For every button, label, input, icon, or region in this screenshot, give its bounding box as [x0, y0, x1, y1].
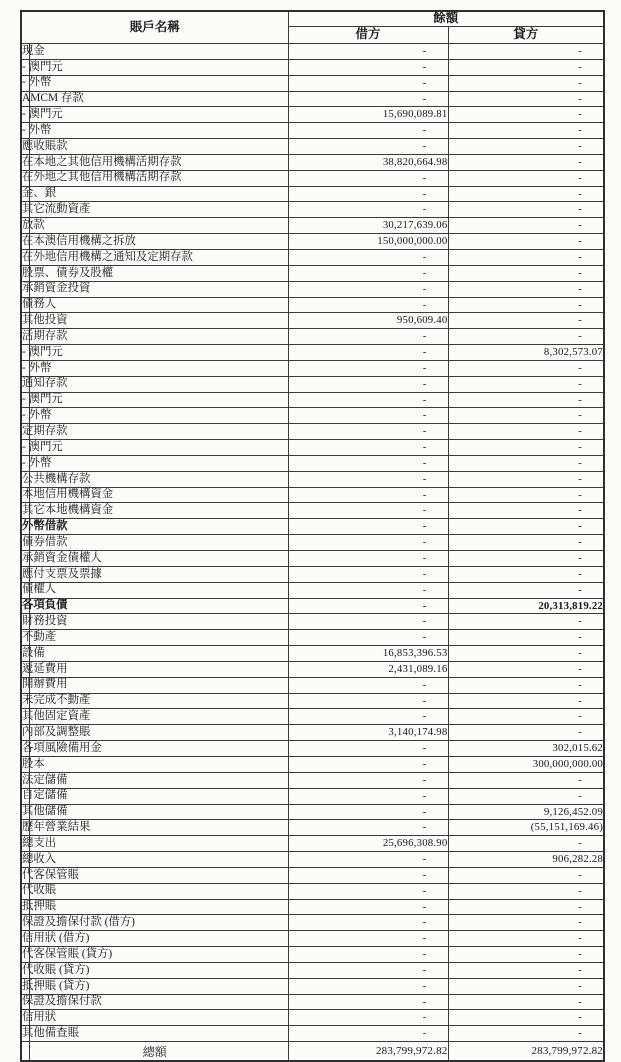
account-name-cell: 在外地之其他信用機構活期存款 — [21, 170, 288, 186]
credit-cell: - — [448, 297, 604, 313]
account-name-cell: 財務投資 — [21, 614, 288, 630]
debit-cell: - — [288, 408, 448, 424]
account-name-cell: 在本澳信用機構之拆放 — [21, 234, 288, 250]
table-row — [21, 551, 604, 567]
account-name-cell: 放款 — [21, 218, 288, 234]
account-name-cell: - 澳門元 — [21, 345, 288, 361]
credit-cell: - — [448, 994, 604, 1010]
table-row — [21, 218, 604, 234]
debit-cell: - — [288, 772, 448, 788]
debit-cell: 25,696,308.90 — [288, 836, 448, 852]
debit-cell: - — [288, 186, 448, 202]
debit-cell: - — [288, 360, 448, 376]
credit-cell: - — [448, 44, 604, 60]
account-name-cell: 債務人 — [21, 297, 288, 313]
credit-cell: - — [448, 59, 604, 75]
trial-balance-table — [20, 10, 605, 1062]
credit-cell: 9,126,452.09 — [448, 804, 604, 820]
debit-cell: - — [288, 899, 448, 915]
table-row — [21, 883, 604, 899]
account-name-cell: - 澳門元 — [21, 59, 288, 75]
account-name-cell: 應收賬款 — [21, 139, 288, 155]
debit-header: 借方 — [288, 27, 448, 44]
debit-cell: - — [288, 392, 448, 408]
debit-cell: - — [288, 503, 448, 519]
account-name-cell: 定期存款 — [21, 424, 288, 440]
credit-cell: - — [448, 614, 604, 630]
debit-cell: - — [288, 978, 448, 994]
credit-cell: 302,015.62 — [448, 741, 604, 757]
table-row — [21, 329, 604, 345]
account-name-cell: 其它流動資產 — [21, 202, 288, 218]
credit-cell: 8,302,573.07 — [448, 345, 604, 361]
credit-cell: - — [448, 281, 604, 297]
credit-cell: - — [448, 75, 604, 91]
account-name-cell: 法定儲備 — [21, 772, 288, 788]
credit-cell: - — [448, 313, 604, 329]
table-row — [21, 202, 604, 218]
table-row — [21, 677, 604, 693]
account-name-cell: 其他投資 — [21, 313, 288, 329]
table-row — [21, 931, 604, 947]
table-row — [21, 630, 604, 646]
table-row — [21, 345, 604, 361]
debit-cell: - — [288, 202, 448, 218]
credit-cell: - — [448, 788, 604, 804]
table-row — [21, 234, 604, 250]
credit-cell: - — [448, 455, 604, 471]
account-name-header: 賬戶名稱 — [21, 11, 288, 44]
debit-cell: - — [288, 867, 448, 883]
table-row — [21, 408, 604, 424]
debit-cell: 16,853,396.53 — [288, 646, 448, 662]
credit-cell: - — [448, 503, 604, 519]
account-name-cell: 開辦費用 — [21, 677, 288, 693]
debit-cell: 150,000,000.00 — [288, 234, 448, 250]
credit-cell: - — [448, 519, 604, 535]
debit-cell: - — [288, 614, 448, 630]
credit-cell: - — [448, 899, 604, 915]
debit-cell: - — [288, 297, 448, 313]
table-row — [21, 154, 604, 170]
debit-cell: - — [288, 123, 448, 139]
account-name-cell: 代客保管賬 (貸方) — [21, 947, 288, 963]
debit-cell: - — [288, 535, 448, 551]
credit-cell: - — [448, 424, 604, 440]
account-name-cell: 抵押賬 (貸方) — [21, 978, 288, 994]
table-row — [21, 313, 604, 329]
balance-header: 餘額 — [288, 11, 604, 27]
account-name-cell: 在外地信用機構之通知及定期存款 — [21, 249, 288, 265]
debit-cell: - — [288, 170, 448, 186]
table-row — [21, 852, 604, 868]
account-name-cell: - 澳門元 — [21, 440, 288, 456]
account-name-cell: 債券借款 — [21, 535, 288, 551]
credit-cell: 300,000,000.00 — [448, 756, 604, 772]
debit-cell: - — [288, 265, 448, 281]
table-row — [21, 772, 604, 788]
table-row — [21, 249, 604, 265]
credit-cell: 20,313,819.22 — [448, 598, 604, 614]
account-name-cell: 通知存款 — [21, 376, 288, 392]
table-row — [21, 487, 604, 503]
credit-cell: - — [448, 630, 604, 646]
credit-cell: - — [448, 154, 604, 170]
credit-cell: - — [448, 123, 604, 139]
account-name-cell: 承銷資金投資 — [21, 281, 288, 297]
account-name-cell: 未完成不動產 — [21, 693, 288, 709]
table-row — [21, 519, 604, 535]
table-row — [21, 535, 604, 551]
credit-cell: - — [448, 471, 604, 487]
credit-cell: - — [448, 392, 604, 408]
account-name-cell: 內部及調整賬 — [21, 725, 288, 741]
account-name-cell: 總支出 — [21, 836, 288, 852]
table-footer — [21, 1042, 604, 1062]
credit-cell: - — [448, 1010, 604, 1026]
debit-cell: - — [288, 519, 448, 535]
credit-cell: - — [448, 234, 604, 250]
table-row — [21, 1026, 604, 1042]
account-name-cell: 各項風險備用金 — [21, 741, 288, 757]
credit-cell: - — [448, 772, 604, 788]
table-row — [21, 91, 604, 107]
table-row — [21, 962, 604, 978]
table-row — [21, 566, 604, 582]
account-name-cell: AMCM 存款 — [21, 91, 288, 107]
table-body — [21, 44, 604, 1042]
account-name-cell: - 外幣 — [21, 455, 288, 471]
debit-cell: 2,431,089.16 — [288, 661, 448, 677]
debit-cell: - — [288, 931, 448, 947]
credit-cell: - — [448, 551, 604, 567]
account-name-cell: 抵押賬 — [21, 899, 288, 915]
debit-cell: - — [288, 249, 448, 265]
debit-cell: - — [288, 994, 448, 1010]
table-row — [21, 170, 604, 186]
table-row — [21, 867, 604, 883]
debit-cell: - — [288, 693, 448, 709]
credit-cell: - — [448, 376, 604, 392]
debit-cell: - — [288, 471, 448, 487]
total-row — [21, 1042, 604, 1062]
account-name-cell: 應付支票及票據 — [21, 566, 288, 582]
table-row — [21, 899, 604, 915]
credit-cell: - — [448, 91, 604, 107]
debit-cell: - — [288, 376, 448, 392]
table-row — [21, 582, 604, 598]
debit-cell: 30,217,639.06 — [288, 218, 448, 234]
table-row — [21, 788, 604, 804]
table-row — [21, 376, 604, 392]
account-name-cell: 各項負債 — [21, 598, 288, 614]
account-name-cell: 金、銀 — [21, 186, 288, 202]
credit-cell: - — [448, 947, 604, 963]
account-name-cell: 其他備查賬 — [21, 1026, 288, 1042]
debit-cell: - — [288, 962, 448, 978]
table-row — [21, 709, 604, 725]
account-name-cell: - 外幣 — [21, 408, 288, 424]
account-name-cell: 代收賬 — [21, 883, 288, 899]
account-name-cell: 活期存款 — [21, 329, 288, 345]
table-header — [21, 11, 604, 44]
total-label: 總額 — [21, 1042, 288, 1062]
credit-cell: - — [448, 202, 604, 218]
credit-cell: - — [448, 883, 604, 899]
account-name-cell: 自定儲備 — [21, 788, 288, 804]
account-name-cell: 保證及擔保付款 — [21, 994, 288, 1010]
table-row — [21, 75, 604, 91]
account-name-cell: 在本地之其他信用機構活期存款 — [21, 154, 288, 170]
table-row — [21, 139, 604, 155]
credit-cell: - — [448, 408, 604, 424]
table-row — [21, 107, 604, 123]
debit-cell: - — [288, 455, 448, 471]
debit-cell: 3,140,174.98 — [288, 725, 448, 741]
credit-cell: - — [448, 693, 604, 709]
table-row — [21, 265, 604, 281]
debit-cell: - — [288, 59, 448, 75]
credit-cell: - — [448, 962, 604, 978]
table-row — [21, 820, 604, 836]
credit-cell: - — [448, 440, 604, 456]
account-name-cell: - 澳門元 — [21, 107, 288, 123]
credit-cell: - — [448, 978, 604, 994]
account-name-cell: 總收入 — [21, 852, 288, 868]
debit-cell: - — [288, 91, 448, 107]
table-row — [21, 360, 604, 376]
account-name-cell: 遞延費用 — [21, 661, 288, 677]
debit-cell: 15,690,089.81 — [288, 107, 448, 123]
debit-cell: - — [288, 1026, 448, 1042]
debit-cell: - — [288, 551, 448, 567]
account-name-cell: 不動產 — [21, 630, 288, 646]
table-row — [21, 598, 604, 614]
credit-cell: - — [448, 661, 604, 677]
debit-cell: - — [288, 820, 448, 836]
credit-cell: - — [448, 487, 604, 503]
debit-cell: - — [288, 915, 448, 931]
table-row — [21, 915, 604, 931]
account-name-cell: 其他儲備 — [21, 804, 288, 820]
account-name-cell: 外幣借款 — [21, 519, 288, 535]
table-row — [21, 123, 604, 139]
debit-cell: - — [288, 1010, 448, 1026]
table-row — [21, 725, 604, 741]
credit-cell: - — [448, 186, 604, 202]
header-row-1 — [21, 11, 604, 27]
debit-cell: - — [288, 741, 448, 757]
credit-cell: - — [448, 249, 604, 265]
debit-cell: - — [288, 75, 448, 91]
debit-cell: - — [288, 329, 448, 345]
account-name-cell: 其他固定資產 — [21, 709, 288, 725]
account-name-cell: 代客保管賬 — [21, 867, 288, 883]
table-row — [21, 455, 604, 471]
total-debit-cell: 283,799,972.82 — [288, 1042, 448, 1062]
account-name-cell: 現金 — [21, 44, 288, 60]
table-row — [21, 297, 604, 313]
credit-cell: 906,282.28 — [448, 852, 604, 868]
credit-cell: - — [448, 566, 604, 582]
credit-cell: - — [448, 329, 604, 345]
debit-cell: - — [288, 345, 448, 361]
table-row — [21, 186, 604, 202]
table-row — [21, 440, 604, 456]
credit-cell: - — [448, 218, 604, 234]
debit-cell: - — [288, 566, 448, 582]
account-name-cell: 歷年營業結果 — [21, 820, 288, 836]
credit-cell: - — [448, 677, 604, 693]
account-name-cell: 其它本地機構資金 — [21, 503, 288, 519]
table-row — [21, 1010, 604, 1026]
total-credit-cell: 283,799,972.82 — [448, 1042, 604, 1062]
table-row — [21, 59, 604, 75]
credit-cell: - — [448, 931, 604, 947]
debit-cell: - — [288, 756, 448, 772]
table-row — [21, 44, 604, 60]
account-name-cell: 代收賬 (貸方) — [21, 962, 288, 978]
debit-cell: - — [288, 709, 448, 725]
debit-cell: - — [288, 424, 448, 440]
credit-cell: - — [448, 535, 604, 551]
debit-cell: - — [288, 804, 448, 820]
account-name-cell: - 外幣 — [21, 123, 288, 139]
table-row — [21, 756, 604, 772]
account-name-cell: 股票、債券及股權 — [21, 265, 288, 281]
debit-cell: 950,609.40 — [288, 313, 448, 329]
credit-cell: - — [448, 709, 604, 725]
credit-cell: (55,151,169.46) — [448, 820, 604, 836]
account-name-cell: 設備 — [21, 646, 288, 662]
credit-cell: - — [448, 107, 604, 123]
account-name-cell: 保證及擔保付款 (借方) — [21, 915, 288, 931]
account-name-cell: - 澳門元 — [21, 392, 288, 408]
table-row — [21, 424, 604, 440]
debit-cell: - — [288, 883, 448, 899]
account-name-cell: 信用狀 (借方) — [21, 931, 288, 947]
table-row — [21, 804, 604, 820]
credit-cell: - — [448, 1026, 604, 1042]
account-name-cell: - 外幣 — [21, 360, 288, 376]
debit-cell: - — [288, 947, 448, 963]
credit-header: 貸方 — [448, 27, 604, 44]
credit-cell: - — [448, 836, 604, 852]
account-name-cell: 承銷資金債權人 — [21, 551, 288, 567]
credit-cell: - — [448, 139, 604, 155]
credit-cell: - — [448, 725, 604, 741]
credit-cell: - — [448, 867, 604, 883]
table-row — [21, 392, 604, 408]
table-row — [21, 614, 604, 630]
account-name-cell: 股本 — [21, 756, 288, 772]
credit-cell: - — [448, 360, 604, 376]
account-name-cell: - 外幣 — [21, 75, 288, 91]
account-name-cell: 本地信用機構資金 — [21, 487, 288, 503]
debit-cell: - — [288, 788, 448, 804]
table-row — [21, 978, 604, 994]
debit-cell: - — [288, 598, 448, 614]
debit-cell: - — [288, 44, 448, 60]
debit-cell: - — [288, 487, 448, 503]
account-name-cell: 公共機構存款 — [21, 471, 288, 487]
debit-cell: - — [288, 440, 448, 456]
table-row — [21, 281, 604, 297]
debit-cell: - — [288, 582, 448, 598]
table-row — [21, 471, 604, 487]
credit-cell: - — [448, 915, 604, 931]
table-row — [21, 503, 604, 519]
debit-cell: - — [288, 677, 448, 693]
debit-cell: - — [288, 630, 448, 646]
debit-cell: - — [288, 281, 448, 297]
table-row — [21, 661, 604, 677]
debit-cell: 38,820,664.98 — [288, 154, 448, 170]
account-name-cell: 債權人 — [21, 582, 288, 598]
credit-cell: - — [448, 582, 604, 598]
table-row — [21, 947, 604, 963]
table-row — [21, 836, 604, 852]
credit-cell: - — [448, 170, 604, 186]
table-row — [21, 741, 604, 757]
table-row — [21, 693, 604, 709]
table-row — [21, 646, 604, 662]
debit-cell: - — [288, 852, 448, 868]
credit-cell: - — [448, 265, 604, 281]
debit-cell: - — [288, 139, 448, 155]
account-name-cell: 信用狀 — [21, 1010, 288, 1026]
credit-cell: - — [448, 646, 604, 662]
